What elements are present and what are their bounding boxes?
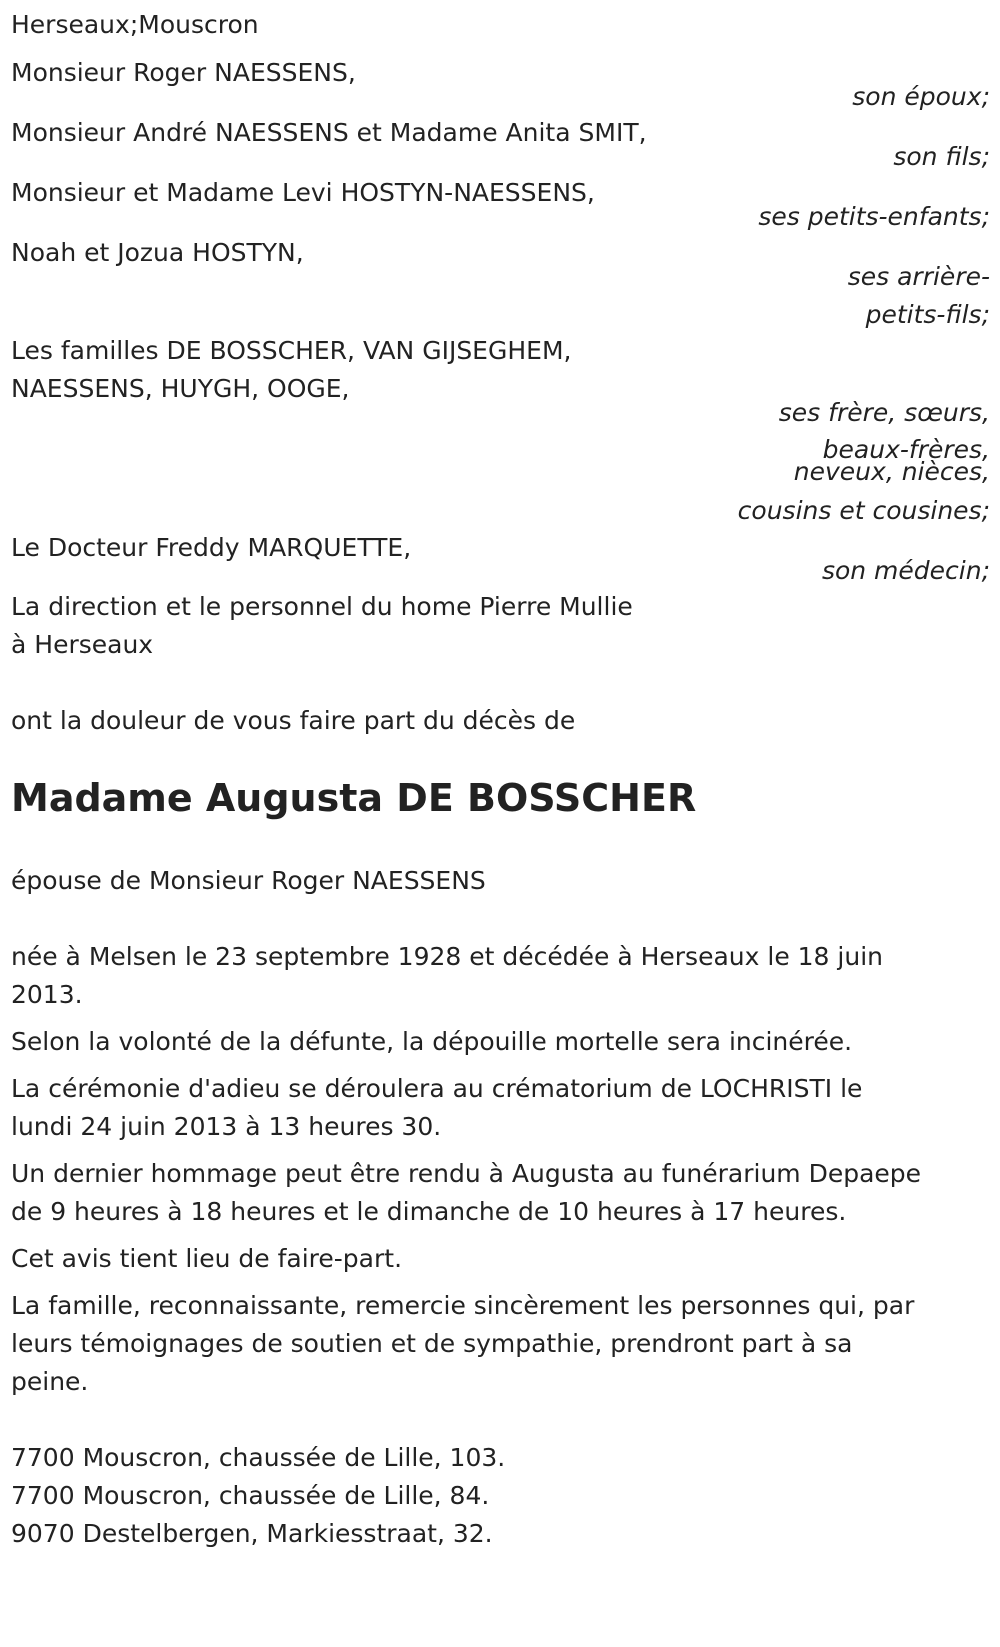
- family-relation: neveux, nièces,: [793, 457, 990, 486]
- location-line: Herseaux;Mouscron: [11, 10, 259, 39]
- family-relation: ses arrière-: [847, 262, 990, 291]
- family-name: Noah et Jozua HOSTYN,: [11, 238, 304, 267]
- paragraph-line: lundi 24 juin 2013 à 13 heures 30.: [11, 1112, 442, 1141]
- paragraph-line: Cet avis tient lieu de faire-part.: [11, 1244, 403, 1273]
- family-relation: petits-fils;: [865, 300, 990, 329]
- family-name: NAESSENS, HUYGH, OOGE,: [11, 374, 350, 403]
- address-line: 9070 Destelbergen, Markiesstraat, 32.: [11, 1519, 493, 1548]
- paragraph-line: La cérémonie d'adieu se déroulera au crématorium de LOCHRISTI le: [11, 1074, 863, 1103]
- paragraph-line: Selon la volonté de la défunte, la dépouille mortelle sera incinérée.: [11, 1027, 853, 1056]
- family-name: La direction et le personnel du home Pierre Mullie: [11, 592, 633, 621]
- address-line: 7700 Mouscron, chaussée de Lille, 84.: [11, 1481, 490, 1510]
- family-relation: ses petits-enfants;: [758, 202, 990, 231]
- paragraph-line: leurs témoignages de soutien et de sympathie, prendront part à sa: [11, 1329, 853, 1358]
- family-relation: son fils;: [893, 142, 990, 171]
- family-relation: son époux;: [852, 82, 990, 111]
- announcement: ont la douleur de vous faire part du décès de: [11, 706, 576, 735]
- family-relation: son médecin;: [821, 556, 990, 585]
- spouse-line: épouse de Monsieur Roger NAESSENS: [11, 866, 486, 895]
- family-name: Monsieur André NAESSENS et Madame Anita SMIT,: [11, 118, 647, 147]
- family-relation: cousins et cousines;: [737, 496, 990, 525]
- family-relation: beaux-frères,: [822, 435, 990, 464]
- family-name: Les familles DE BOSSCHER, VAN GIJSEGHEM,: [11, 336, 572, 365]
- paragraph-line: La famille, reconnaissante, remercie sincèrement les personnes qui, par: [11, 1291, 915, 1320]
- family-name: Monsieur et Madame Levi HOSTYN-NAESSENS,: [11, 178, 595, 207]
- paragraph-line: Un dernier hommage peut être rendu à Augusta au funérarium Depaepe: [11, 1159, 922, 1188]
- family-name: Monsieur Roger NAESSENS,: [11, 58, 356, 87]
- deceased-name: Madame Augusta DE BOSSCHER: [11, 776, 697, 820]
- paragraph-line: de 9 heures à 18 heures et le dimanche de 10 heures à 17 heures.: [11, 1197, 847, 1226]
- address-line: 7700 Mouscron, chaussée de Lille, 103.: [11, 1443, 506, 1472]
- paragraph-line: peine.: [11, 1367, 89, 1396]
- paragraph-line: née à Melsen le 23 septembre 1928 et décédée à Herseaux le 18 juin: [11, 942, 883, 971]
- family-name: Le Docteur Freddy MARQUETTE,: [11, 533, 412, 562]
- paragraph-line: 2013.: [11, 980, 83, 1009]
- family-name: à Herseaux: [11, 630, 154, 659]
- family-relation: ses frère, sœurs,: [778, 398, 990, 427]
